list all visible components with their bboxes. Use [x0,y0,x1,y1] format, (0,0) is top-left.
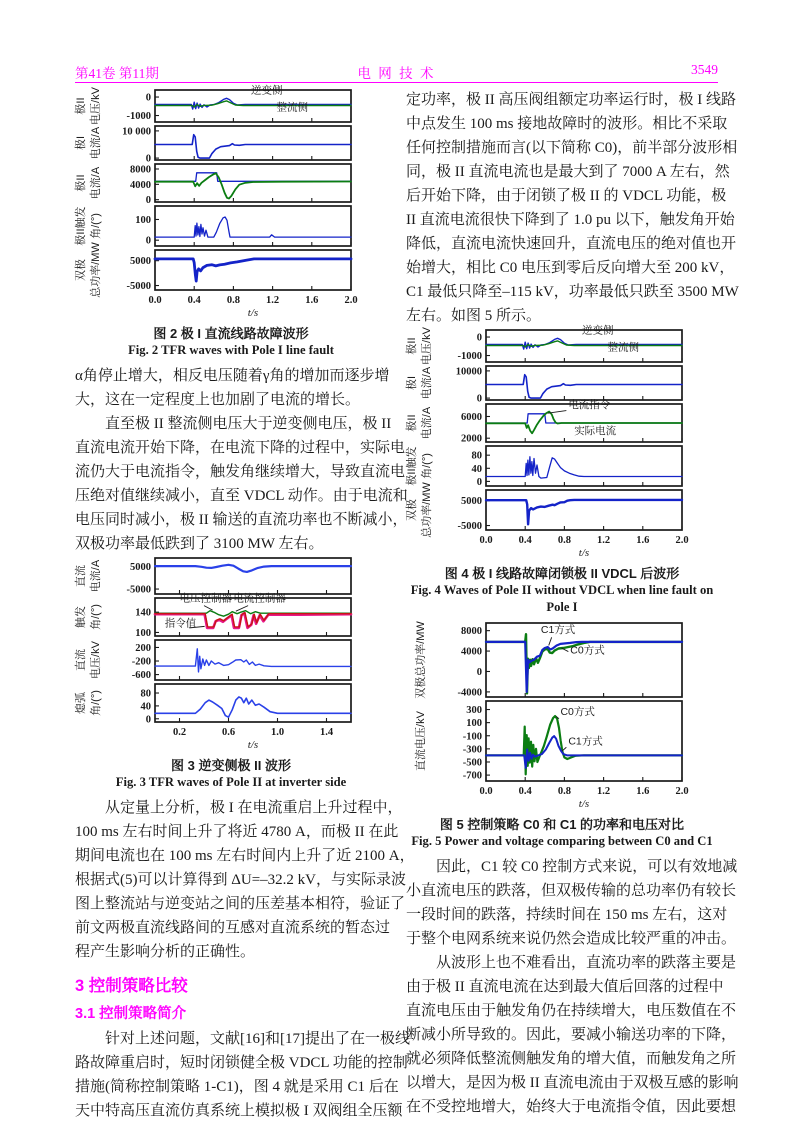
figure-2 [75,84,387,359]
right-column [406,88,739,1119]
text-line: 于整个电网系统来说仍然会造成比较严重的冲击。 [406,931,737,947]
text-line: 因此，C1 较 C0 控制方式来说，可以有效地减 [436,859,738,875]
fig3-chart [75,556,387,752]
text-line: 程产生影响分析的正确性。 [75,944,256,960]
text-line: 大，这在一定程度上也加剧了电流的增长。 [75,392,361,408]
svg-text:300: 300 [466,705,482,717]
paragraph [75,796,415,964]
svg-text:1.2: 1.2 [266,295,280,306]
text-line: 根据式(5)可以计算得到 ΔU=–32.2 kV，与实际录波 [75,872,407,888]
fig2-chart [75,84,387,320]
svg-text:-200: -200 [131,656,151,668]
svg-text:角/(°): 角/(°) [90,604,102,630]
svg-text:极I: 极I [75,135,87,151]
text-line: 由于极 II 直流电流在达到最大值后回落的过程中 [406,979,724,995]
svg-text:-4000: -4000 [457,687,482,699]
svg-text:极I: 极I [406,375,418,391]
paragraph [406,855,738,951]
svg-text:80: 80 [140,688,151,700]
svg-text:电流控制器: 电流控制器 [233,592,286,605]
svg-text:-1000: -1000 [126,111,151,123]
paragraph [406,88,739,328]
svg-text:t/s: t/s [247,739,259,751]
text-line: 流仍大于电流指令，触发角继续增大，导致直流电 [75,464,406,480]
svg-text:总功率/MW: 总功率/MW [90,242,102,298]
svg-text:0: 0 [145,153,151,165]
svg-text:实际电流: 实际电流 [574,424,617,437]
svg-text:双极: 双极 [406,499,418,521]
paragraph [75,364,390,412]
svg-text:直流: 直流 [75,565,87,587]
page-number: 3549 [691,62,718,77]
svg-text:-5000: -5000 [126,281,151,293]
svg-text:极II: 极II [406,337,418,355]
svg-text:0: 0 [476,666,482,678]
fig3-caption-en: Fig. 3 TFR waves of Pole II at inverter side [115,775,347,789]
figure-3 [75,556,387,791]
waveform-chart [75,84,387,320]
waveform-chart [75,556,387,752]
svg-text:8000: 8000 [461,626,482,638]
left-column [75,84,415,1122]
svg-text:2.0: 2.0 [675,786,689,797]
paragraph [75,412,408,556]
svg-text:100: 100 [466,718,482,730]
svg-text:0: 0 [476,476,482,488]
volume-issue: 第41卷 第11期 [75,66,159,81]
svg-text:-5000: -5000 [126,584,151,596]
text-line: 就必须降低整流侧触发角的增大值，而触发角之所 [406,1051,737,1067]
svg-text:-5000: -5000 [457,521,482,533]
svg-text:-1000: -1000 [457,351,482,363]
fig4-caption-en: Fig. 4 Waves of Pole II without VDCL when line fault on Pole I [410,583,714,614]
text-line: 左右。如图 5 所示。 [406,308,542,324]
svg-text:角/(°): 角/(°) [421,453,433,479]
svg-text:0.2: 0.2 [172,727,187,738]
fig5-caption-zh: 图 5 控制策略 C0 和 C1 的功率和电压对比 [439,817,685,832]
svg-text:8000: 8000 [130,164,151,176]
svg-text:4000: 4000 [130,179,151,191]
text-line: 同，极 II 直流电流也是最大到了 7000 A 左右，然 [406,164,730,180]
figure-5 [406,621,718,850]
svg-text:1.0: 1.0 [270,727,285,738]
svg-text:t/s: t/s [247,307,259,319]
svg-text:逆变侧: 逆变侧 [582,324,614,337]
text-line: 压绝对值继续减小，直至 VDCL 动作。由于电流和 [75,488,408,504]
svg-text:角/(°): 角/(°) [90,690,102,716]
svg-text:1.2: 1.2 [597,786,611,797]
svg-text:6000: 6000 [461,411,482,423]
text-line: C1 最低只降至–115 kV，功率最低只跌至 3500 MW [406,284,739,300]
svg-text:0.4: 0.4 [187,295,201,306]
svg-text:0.8: 0.8 [226,295,240,306]
text-line: 一段时间的跌落，持续时间在 150 ms 左右，这对 [406,907,728,923]
svg-text:100: 100 [135,214,151,226]
svg-text:电压/kV: 电压/kV [421,327,433,365]
svg-text:0: 0 [145,235,151,247]
text-line: 始增大，相比 C0 电压到零后反向增大至 200 kV， [406,260,735,276]
svg-text:0.0: 0.0 [148,295,162,306]
svg-text:总功率/MW: 总功率/MW [421,482,433,538]
svg-text:10000: 10000 [455,366,482,378]
svg-text:电流/A: 电流/A [90,166,102,200]
paragraph [406,951,739,1119]
svg-text:10 000: 10 000 [122,126,151,138]
text-line: 断减小所导致的。因此，要减小输送功率的下降， [406,1027,737,1043]
text-line: 后开始下降，由于闭锁了极 II 的 VDCL 功能，极 [406,188,727,204]
svg-text:0.8: 0.8 [557,786,571,797]
text-line: 在不受控地增大，始终大于电流指令值，因此要想 [406,1099,737,1115]
fig5-chart [406,621,718,811]
svg-text:80: 80 [471,450,482,462]
svg-text:电压/kV: 电压/kV [90,87,102,125]
text-line: II 直流电流很快下降到了 1.0 pu 以下，触发角开始 [406,212,735,228]
svg-text:电流/A: 电流/A [90,559,102,593]
svg-text:40: 40 [471,463,482,475]
fig2-caption-en: Fig. 2 TFR waves with Pole I line fault [128,343,334,357]
waveform-chart [406,621,718,811]
text-line: 从定量上分析，极 I 在电流重启上升过程中， [105,800,403,816]
text-line: 天中特高压直流仿真系统上模拟极 I 双阀组全压额 [75,1103,403,1119]
waveform-chart [406,324,718,560]
svg-text:-300: -300 [462,744,482,756]
svg-text:0.0: 0.0 [479,535,493,546]
svg-text:电流/A: 电流/A [421,366,433,400]
svg-text:1.2: 1.2 [597,535,611,546]
svg-text:0.4: 0.4 [518,535,532,546]
svg-text:电流/A: 电流/A [90,126,102,160]
svg-text:C1方式: C1方式 [540,624,576,637]
svg-text:4000: 4000 [461,646,482,658]
svg-text:t/s: t/s [578,547,590,559]
svg-text:角/(°): 角/(°) [90,213,102,239]
text-line: 以增大，是因为极 II 直流电流由于双极互感的影响 [406,1075,739,1091]
svg-text:1.4: 1.4 [319,727,334,738]
svg-text:0: 0 [476,393,482,405]
text-line: 降低，直流电流快速回升，直流电压的绝对值也开 [406,236,737,252]
text-line: 措施(简称控制策略 1-C1)，图 4 就是采用 C1 后在 [75,1079,399,1095]
text-line: 前文两极直流线路间的互感对直流系统的暂态过 [75,920,391,936]
svg-text:0.4: 0.4 [518,786,532,797]
svg-text:极II: 极II [406,414,418,432]
text-line: 双极功率最低跌到了 3100 MW 左右。 [75,536,324,552]
svg-text:极II触发: 极II触发 [406,446,418,486]
svg-text:逆变侧: 逆变侧 [251,84,283,97]
text-line: α角停止增大，相反电压随着γ角的增加而逐步增 [75,368,390,384]
text-line: 任何控制措施而言(以下简称 C0)，前半部分波形相 [406,140,738,156]
svg-text:5000: 5000 [461,496,482,508]
subsection-heading: 3.1 控制策略简介 [75,1006,187,1022]
text-line: 从波形上也不难看出，直流功率的跌落主要是 [436,955,737,971]
figure-4 [406,324,718,616]
text-line: 图上整流站与逆变站之间的压差基本相符，验证了 [75,896,406,912]
svg-text:双极总功率/MW: 双极总功率/MW [415,621,427,699]
svg-text:整流侧: 整流侧 [607,341,640,354]
svg-text:触发: 触发 [75,606,87,628]
svg-text:熄弧: 熄弧 [75,692,87,714]
svg-text:200: 200 [135,642,151,654]
svg-text:2000: 2000 [461,433,482,445]
fig5-caption-en: Fig. 5 Power and voltage comparing between C0 and C1 [411,834,713,848]
fig4-caption-zh: 图 4 极 I 线路故障闭锁极 II VDCL 后波形 [444,566,680,581]
svg-text:140: 140 [135,607,151,619]
svg-text:2.0: 2.0 [675,535,689,546]
svg-text:直流: 直流 [75,649,87,671]
svg-text:0.8: 0.8 [557,535,571,546]
svg-text:5000: 5000 [130,256,151,268]
svg-text:-500: -500 [462,757,482,769]
svg-text:电压控制器: 电压控制器 [179,592,232,605]
svg-text:电流/A: 电流/A [421,406,433,440]
svg-text:整流侧: 整流侧 [276,101,309,114]
text-line: 中点发生 100 ms 接地故障时的波形。相比不采取 [406,116,728,132]
text-line: 小直流电压的跌落，但双极传输的总功率仍有较长 [406,883,737,899]
svg-text:2.0: 2.0 [344,295,358,306]
fig4-chart [406,324,718,560]
svg-text:电流指令: 电流指令 [568,398,611,411]
text-line: 100 ms 左右时间上升了将近 4780 A，而极 II 在此 [75,824,399,840]
svg-text:极II: 极II [75,174,87,192]
text-line: 路故障重启时，短时闭锁健全极 VDCL 功能的控制 [75,1055,408,1071]
svg-text:0: 0 [145,92,151,104]
svg-text:0.0: 0.0 [479,786,493,797]
svg-text:电压/kV: 电压/kV [90,641,102,679]
svg-text:40: 40 [140,701,151,713]
header-rule [75,82,718,83]
svg-text:t/s: t/s [578,798,590,810]
journal-title: 电 网 技 术 [357,66,436,81]
text-line: 直流电压由于触发角仍在持续增大，电压数值在不 [406,1003,737,1019]
fig3-caption-zh: 图 3 逆变侧极 II 波形 [171,758,291,773]
svg-text:C1方式: C1方式 [568,735,603,748]
svg-text:直流电压/kV: 直流电压/kV [415,711,427,771]
section-heading: 3 控制策略比较 [75,977,188,995]
text-line: 定功率，极 II 高压阀组额定功率运行时，极 I 线路 [406,92,736,108]
svg-text:双极: 双极 [75,259,87,281]
text-line: 直至极 II 整流侧电压大于逆变侧电压，极 II [105,416,392,432]
text-line: 电压同时减小，极 II 输送的直流功率也不断减小， [75,512,408,528]
svg-text:5000: 5000 [130,562,151,574]
svg-text:0: 0 [145,195,151,207]
svg-text:C0方式: C0方式 [570,644,605,657]
svg-text:100: 100 [135,627,151,639]
svg-text:1.6: 1.6 [305,295,319,306]
svg-text:1.6: 1.6 [636,535,650,546]
svg-text:0.6: 0.6 [221,727,236,738]
text-line: 针对上述问题，文献[16]和[17]提出了在一极线 [105,1031,410,1047]
paragraph [75,1027,410,1122]
svg-text:1.6: 1.6 [636,786,650,797]
svg-text:0: 0 [476,332,482,344]
svg-text:C0方式: C0方式 [560,706,595,719]
svg-text:指令值: 指令值 [164,617,197,630]
svg-text:极II: 极II [75,97,87,115]
text-line: 直流电流开始下降，在电流下降的过程中，实际电 [75,440,406,456]
svg-text:-600: -600 [131,670,151,682]
text-line: 期间电流也在 100 ms 左右时间内上升了近 2100 A， [75,848,415,864]
svg-text:0: 0 [145,714,151,726]
fig2-caption-zh: 图 2 极 I 直流线路故障波形 [153,326,309,341]
svg-text:-100: -100 [462,731,482,743]
svg-text:极II触发: 极II触发 [75,206,87,246]
svg-text:-700: -700 [462,770,482,782]
